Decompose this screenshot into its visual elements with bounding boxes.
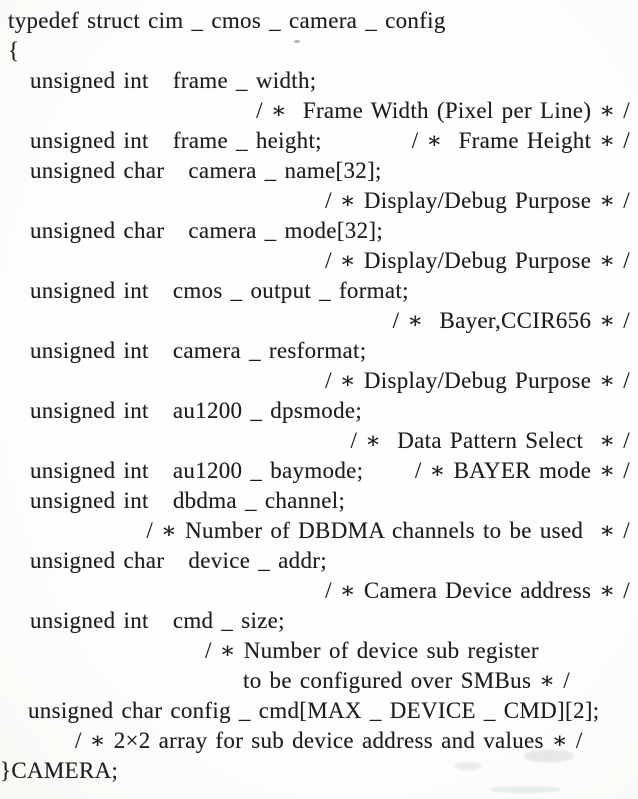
code-line xyxy=(0,276,638,306)
code-text: unsigned int camera _ resformat; xyxy=(30,338,367,363)
comment-text: / ∗ Display/Debug Purpose ∗ / xyxy=(325,248,630,273)
code-line xyxy=(0,156,638,186)
code-line xyxy=(0,6,638,36)
comment-text: / ∗ BAYER mode ∗ / xyxy=(414,458,630,483)
code-listing xyxy=(0,6,638,786)
scan-smudge xyxy=(525,750,573,762)
code-line xyxy=(0,666,638,696)
code-text: }CAMERA; xyxy=(0,758,119,783)
code-line xyxy=(0,66,638,96)
code-text: unsigned int cmos _ output _ format; xyxy=(30,278,409,303)
code-line xyxy=(0,246,638,276)
code-text: typedef struct cim _ cmos _ camera _ config xyxy=(8,8,446,33)
code-text: { xyxy=(8,38,20,63)
comment-text: / ∗ Data Pattern Select ∗ / xyxy=(350,428,630,453)
code-line xyxy=(0,186,638,216)
code-line xyxy=(0,546,638,576)
comment-text: / ∗ Display/Debug Purpose ∗ / xyxy=(325,188,630,213)
code-line xyxy=(0,96,638,126)
code-line xyxy=(0,516,638,546)
code-line xyxy=(0,306,638,336)
comment-text: / ∗ Frame Height ∗ / xyxy=(411,128,630,153)
code-text: unsigned int frame _ height; xyxy=(30,128,322,153)
code-text: unsigned char config _ cmd[MAX _ DEVICE _ CMD][2]; xyxy=(28,698,600,723)
scan-smudge xyxy=(455,762,481,770)
code-line xyxy=(0,606,638,636)
code-text: unsigned char device _ addr; xyxy=(30,548,327,573)
code-text: unsigned char camera _ name[32]; xyxy=(30,158,382,183)
code-text: unsigned int frame _ width; xyxy=(30,68,317,93)
code-line xyxy=(0,576,638,606)
comment-text: / ∗ Display/Debug Purpose ∗ / xyxy=(325,368,630,393)
code-line xyxy=(0,396,638,426)
comment-text: / ∗ Bayer,CCIR656 ∗ / xyxy=(392,308,630,333)
code-text: unsigned int au1200 _ dpsmode; xyxy=(30,398,363,423)
code-line xyxy=(0,126,638,156)
code-line xyxy=(0,366,638,396)
code-text: unsigned int au1200 _ baymode; xyxy=(30,458,364,483)
code-line xyxy=(0,696,638,726)
code-line xyxy=(0,636,638,666)
code-line xyxy=(0,456,638,486)
code-line xyxy=(0,36,638,66)
code-line xyxy=(0,336,638,366)
code-line xyxy=(0,216,638,246)
comment-text: / ∗ Camera Device address ∗ / xyxy=(325,578,630,603)
scan-speck xyxy=(294,40,300,43)
comment-text: / ∗ Frame Width (Pixel per Line) ∗ / xyxy=(256,98,630,123)
comment-text: / ∗ Number of device sub register xyxy=(205,638,539,663)
code-line xyxy=(0,486,638,516)
code-text: unsigned char camera _ mode[32]; xyxy=(30,218,384,243)
code-line xyxy=(0,426,638,456)
comment-text: to be configured over SMBus ∗ / xyxy=(243,668,570,693)
comment-text: / ∗ Number of DBDMA channels to be used ∗ / xyxy=(146,518,630,543)
code-text: unsigned int cmd _ size; xyxy=(30,608,285,633)
code-text: unsigned int dbdma _ channel; xyxy=(30,488,346,513)
scan-smudge xyxy=(490,786,560,793)
comment-text: / ∗ 2×2 array for sub device address and values ∗ / xyxy=(75,728,583,753)
